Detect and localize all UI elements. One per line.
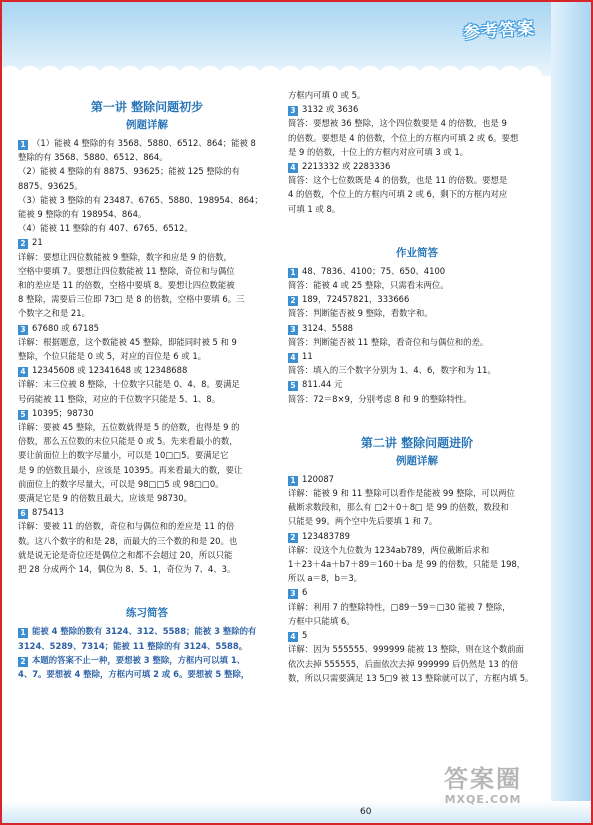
content-area xyxy=(18,88,546,818)
page-number: 60 xyxy=(360,807,372,817)
explanation-line: 详解：要被 11 的倍数，奇位和与偶位和的差应是 11 的倍 xyxy=(18,521,235,532)
number-badge: 1 xyxy=(288,268,298,278)
watermark-logo xyxy=(423,765,543,815)
homework-explanation xyxy=(288,392,546,406)
practice-line: 4、7。要想被 4 整除，方框内可填 2 或 6。要想被 5 整除， xyxy=(18,668,250,679)
number-badge: 2 xyxy=(18,657,28,667)
homework-explanation xyxy=(288,335,546,349)
answer-heading: 1 120087 xyxy=(288,472,546,486)
explanation-line: 1＋23＋4a＋b7＋89＝160＋ba 是 99 的倍数，只能是 198， xyxy=(288,559,526,570)
answer-heading: 3 3132 或 3636 xyxy=(288,102,546,116)
number-badge: 6 xyxy=(18,509,28,519)
explanation-line: 8 整除，需要后三位即 73□ 是 8 的倍数，空格中要填 6。三 xyxy=(18,294,245,305)
explanation-line: 详解：因为 555555、999999 能被 13 整除，则在这个数前面 xyxy=(288,644,524,655)
number-badge: 2 xyxy=(288,296,298,306)
answer-heading: 4 5 xyxy=(288,628,546,642)
explanation-line: 倍数，那么五位数的末位只能是 0 或 5。先来看最小的数， xyxy=(18,436,238,447)
answer-line: 整除的有 3568、5880、6512、864。 xyxy=(18,152,168,163)
number-badge: 4 xyxy=(288,632,298,642)
number-badge: 3 xyxy=(18,325,28,335)
number-badge: 4 xyxy=(288,163,298,173)
homework-answer xyxy=(288,292,546,306)
explanation-line: 方框中只能填 6。 xyxy=(288,615,355,626)
answer-heading: 3 67680 或 67185 xyxy=(18,321,276,335)
number-badge: 2 xyxy=(288,533,298,543)
practice-line: 3124、5289、7314；能被 11 整除的有 3124、5588。 xyxy=(18,640,248,651)
homework-explanation xyxy=(288,278,546,292)
explanation-line: 可填 1 或 8。 xyxy=(288,203,341,214)
homework-answer xyxy=(288,349,546,363)
homework-explanation xyxy=(288,306,546,320)
explanation-line: 是 9 的倍数，十位上的方框内对应可填 3 或 1。 xyxy=(288,146,469,157)
practice-line: 1 能被 4 整除的数有 3124、312、5588；能被 3 整除的有 xyxy=(18,624,276,638)
homework-list xyxy=(288,264,546,406)
homework-text: 3124、5588 xyxy=(302,322,354,333)
explanation-line: 简答：要想被 36 整除，这个四位数要是 4 的倍数，也是 9 xyxy=(288,118,507,129)
homework-answer xyxy=(288,377,546,391)
header-logo: 参考答案 xyxy=(462,18,536,44)
explanation-line: 数，所以只需要满足 13 5□9 被 13 整除就可以了，方框内填 5。 xyxy=(288,672,534,683)
side-band xyxy=(551,2,591,823)
number-badge: 4 xyxy=(288,353,298,363)
number-badge: 1 xyxy=(18,628,28,638)
continuation-line: 方框内可填 0 或 5。 xyxy=(288,90,366,100)
explanation-line: 详解：能被 9 和 11 整除可以看作是能被 99 整除，可以两位 xyxy=(288,488,515,499)
homework-text: 简答：判断能否被 11 整除，看奇位和与偶位和的差。 xyxy=(288,336,489,347)
number-badge: 2 xyxy=(18,239,28,249)
subsection-title-examples: 例题详解 xyxy=(126,119,168,131)
homework-text: 811.44 元 xyxy=(302,379,343,390)
subsection-title-homework: 作业简答 xyxy=(396,246,438,259)
explanation-line: 只能是 99。两个空中先后要填 1 和 7。 xyxy=(288,516,438,527)
explanation-line: 截断求数段和，那么有 □2＋0＋8□ 是 99 的倍数，数段和 xyxy=(288,502,509,513)
answer-heading: 3 6 xyxy=(288,585,546,599)
answer-heading: 5 10395；98730 xyxy=(18,406,276,420)
section-title-1: 第一讲 整除问题初步 xyxy=(90,100,204,114)
answer-line: （3）能被 3 整除的有 23487、6765、5880、198954、864； xyxy=(18,194,263,205)
cloud-scallop xyxy=(518,66,542,88)
homework-text: 简答：能被 4 或 25 整除，只需看末两位。 xyxy=(288,280,449,291)
explanation-line: 详解：利用 7 的整除特性，□89－59＝□30 能被 7 整除， xyxy=(288,601,511,612)
number-badge: 1 xyxy=(288,476,298,486)
answer-line: （4）能被 11 整除的有 407、6765、6512。 xyxy=(18,223,193,234)
explanation-line: 简答：这个七位数既是 4 的倍数，也是 11 的倍数。要想是 xyxy=(288,175,508,186)
practice-line: 2 本题的答案不止一种，要想被 3 整除，方框内可以填 1、 xyxy=(18,653,276,667)
cloud-border xyxy=(2,66,555,88)
answer-heading: 2 21 xyxy=(18,235,276,249)
explanation-line: 详解：要想让四位数能被 9 整除，数字和应是 9 的倍数， xyxy=(18,251,232,262)
explanation-line: 整除，个位只能是 0 或 5，对应的百位是 6 或 1。 xyxy=(18,351,207,362)
explanation-line: 号码能被 11 整除，对应的千位数字只能是 5、1、8。 xyxy=(18,393,221,404)
number-badge: 3 xyxy=(288,106,298,116)
answer-heading: 2 123483789 xyxy=(288,529,546,543)
explanation-line: 依次去掉 555555，后面依次去掉 999999 后仍然是 13 的倍 xyxy=(288,658,519,669)
number-badge: 1 xyxy=(18,140,28,150)
explanation-line: 详解：根据题意，这个数能被 45 整除，即能同时被 5 和 9 xyxy=(18,336,237,347)
explanation-line: 和的差应是 11 的倍数，空格中要填 8。要想让四位数能被 xyxy=(18,280,235,291)
answer-line: 8875、93625。 xyxy=(18,180,83,191)
answer-heading: 6 875413 xyxy=(18,505,276,519)
explanation-line: 所以 a＝8，b＝3。 xyxy=(288,573,363,584)
explanation-line: 详解：要被 45 整除，五位数就得是 5 的倍数，也得是 9 的 xyxy=(18,422,240,433)
explanation-line: 详解：设这个九位数为 1234ab789，两位截断后求和 xyxy=(288,544,490,555)
homework-text: 11 xyxy=(302,351,313,362)
explanation-line: 4 的倍数，个位上的方框内可填 2 或 6，剩下的方框内对应 xyxy=(288,189,508,200)
homework-text: 48、7836、4100；75、650、4100 xyxy=(302,265,446,276)
explanation-line: 数。这八个数字的和是 28，而最大的三个数的和是 20。也 xyxy=(18,535,238,546)
explanation-line: 是 9 的倍数且最小，应该是 10395。再来看最大的数，要让 xyxy=(18,464,243,475)
explanation-line: 要满足它是 9 的倍数且最大，应该是 98730。 xyxy=(18,493,192,504)
left-column xyxy=(18,88,276,681)
answer-line: 能被 9 整除的有 198954、864。 xyxy=(18,209,147,220)
explanation-line: 个数字之和是 21。 xyxy=(18,308,90,319)
answer-line: （2）能被 4 整除的有 8875、93625；能被 125 整除的有 xyxy=(18,166,240,177)
homework-text: 简答：72＝8×9，分别考虑 8 和 9 的整除特性。 xyxy=(288,393,472,404)
section-title-2: 第二讲 整除问题进阶 xyxy=(360,435,474,450)
right-column xyxy=(288,88,546,685)
homework-text: 简答：填入的三个数字分别为 1、4、6，数字和为 11。 xyxy=(288,365,496,376)
explanation-line: 详解：末三位被 8 整除，十位数字只能是 0、4、8。要满足 xyxy=(18,379,240,390)
explanation-line: 前面位上的数字尽量大，可以是 98□□5 或 98□□0。 xyxy=(18,478,224,489)
homework-explanation xyxy=(288,363,546,377)
answer-line: 1 （1）能被 4 整除的有 3568、5880、6512、864；能被 8 xyxy=(18,136,276,150)
explanation-line: 空格中要填 7。要想让四位数能被 11 整除，奇位和与偶位 xyxy=(18,265,235,276)
homework-answer xyxy=(288,264,546,278)
answer-heading: 4 2213332 或 2283336 xyxy=(288,159,546,173)
homework-text: 189，72457821，333666 xyxy=(302,294,410,305)
number-badge: 5 xyxy=(18,410,28,420)
homework-text: 简答：判断能否被 9 整除，看数字和。 xyxy=(288,308,433,319)
explanation-line: 就是说无论是奇位还是偶位之和都不会超过 20，所以只能 xyxy=(18,549,233,560)
number-badge: 5 xyxy=(288,381,298,391)
explanation-line: 的倍数。要想是 4 的倍数，个位上的方框内可填 2 或 6。要想 xyxy=(288,132,519,143)
number-badge: 3 xyxy=(288,325,298,335)
subsection-title-examples-2: 例题详解 xyxy=(396,454,438,467)
number-badge: 3 xyxy=(288,589,298,599)
watermark-url: MXQE.COM xyxy=(444,793,522,806)
watermark-text: 答案圈 xyxy=(444,765,522,793)
answer-heading: 4 12345608 或 12341648 或 12348688 xyxy=(18,363,276,377)
explanation-line: 把 28 分成两个 14，偶位为 8、5、1，奇位为 7、4、3。 xyxy=(18,564,236,575)
homework-answer xyxy=(288,321,546,335)
explanation-line: 要让前面位上的数字尽量小，可以是 10□□5。要满足它 xyxy=(18,450,229,461)
subsection-title-practice: 练习简答 xyxy=(126,607,168,620)
number-badge: 4 xyxy=(18,367,28,377)
